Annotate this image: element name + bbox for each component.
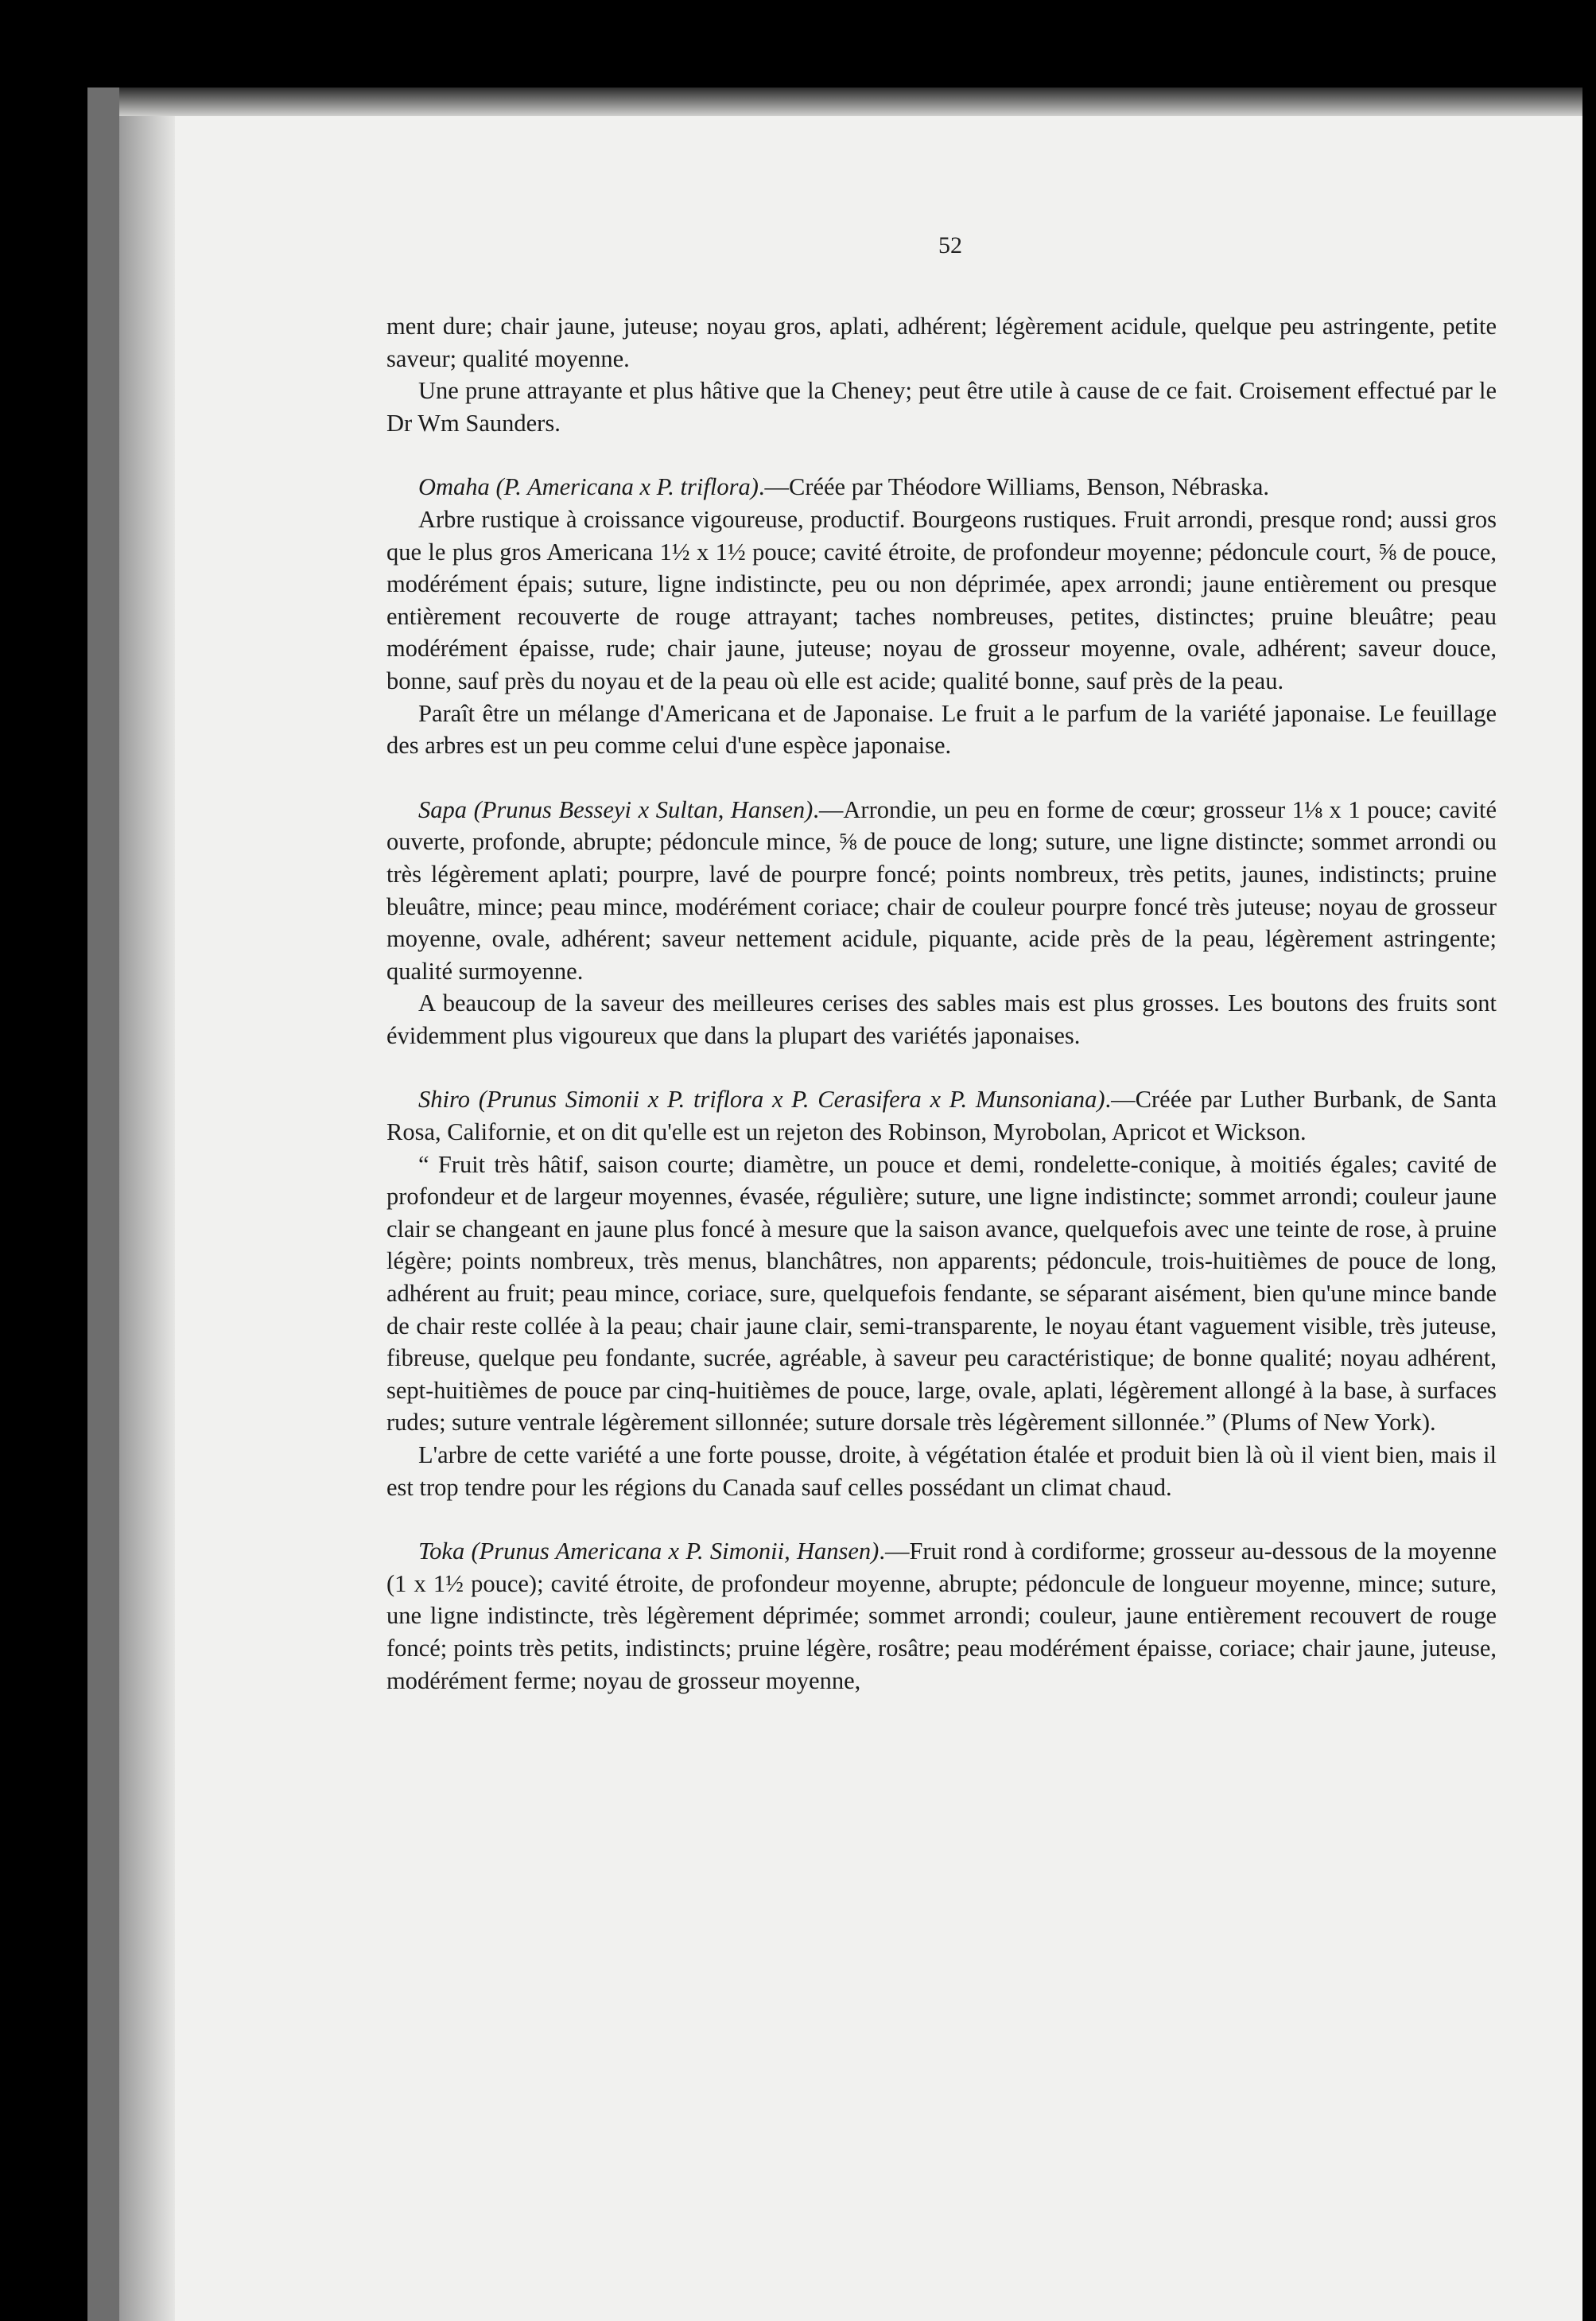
- entry-shiro-notes: L'arbre de cette variété a une forte pousse, droite, à végétation étalée et produit bien là où il vient bien, mais il est trop tendre pour les régions du Canada sauf celles possédant un climat chaud.: [386, 1441, 1497, 1501]
- page-top-edge: [119, 87, 1582, 116]
- book-page: [87, 87, 1582, 2321]
- entry-toka: [386, 1535, 1497, 1697]
- paragraph-continuation: ment dure; chair jaune, juteuse; noyau gros, aplati, adhérent; légèrement acidule, quelque peu astringente, petite saveur; qualité moyenne.: [386, 313, 1497, 372]
- variety-name: Shiro: [418, 1086, 470, 1114]
- page-number: 52: [938, 232, 962, 259]
- entry-omaha-notes: Paraît être un mélange d'Americana et de Japonaise. Le fruit a le parfum de la variété japonaise. Le feuillage des arbres est un peu comme celui d'une espèce japonaise.: [386, 699, 1497, 760]
- variety-name: Omaha: [418, 473, 490, 501]
- entry-shiro-quote: “ Fruit très hâtif, saison courte; diamètre, un pouce et demi, rondelette-conique, à moitiés égales; cavité de profondeur et de largeur moyennes, évasée, régulière; suture, une ligne indistincte; sommet arrondi; couleur jaune clair se changeant en jaune plus foncé à mesure que la saison avance, quelquefois avec une teinte de rose, à pruine légère; points nombreux, très menus, blanchâtres, non apparents; pédoncule, trois-huitièmes de pouce de long, adhérent au fruit; peau mince, coriace, sure, quelquefois fendante, se séparant aisément, bien qu'une mince bande de chair reste collée à la peau; chair jaune clair, semi-transparente, le noyau étant vaguement visible, très juteuse, fibreuse, quelque peu fondante, sucrée, agréable, à saveur peu caractéristique; de bonne qualité; noyau adhérent, sept-huitièmes de pouce par cinq-huitièmes de pouce, large, ovale, aplati, légèrement allongé à la base, à surfaces rudes; suture ventrale légèrement sillonnée; suture dorsale très légèrement sillonnée.” (Plums of New York).: [386, 1150, 1497, 1437]
- body-text: [386, 310, 1497, 1697]
- variety-name: Sapa: [418, 795, 467, 823]
- entry-omaha-heading: [386, 471, 1497, 503]
- page-gutter-shadow: [119, 87, 175, 2321]
- entry-sapa-notes: A beaucoup de la saveur des meilleures cerises des sables mais est plus grosses. Les boutons des fruits sont évidemment plus vigoureux que dans la plupart des variétés japonaises.: [386, 989, 1497, 1049]
- variety-parentage: (Prunus Americana x P. Simonii, Hansen): [471, 1538, 880, 1565]
- entry-omaha-description: Arbre rustique à croissance vigoureuse, productif. Bourgeons rustiques. Fruit arrondi, presque rond; aussi gros que le plus gros Americana 1½ x 1½ pouce; cavité étroite, de profondeur moyenne; pédoncule court, ⅝ de pouce, modérément épais; suture, ligne indistincte, peu ou non déprimée, apex arrondi; jaune entièrement ou presque entièrement recouverte de rouge attrayant; taches nombreuses, petites, distinctes; pruine bleuâtre; peau modérément épaisse, rude; chair jaune, juteuse; noyau de grosseur moyenne, ovale, adhérent; saveur douce, bonne, sauf près du noyau et de la peau où elle est acide; qualité bonne, sauf près de la peau.: [386, 505, 1497, 694]
- variety-name: Toka: [418, 1538, 465, 1565]
- variety-description: .—Fruit rond à cordiforme; grosseur au-dessous de la moyenne (1 x 1½ pouce); cavité étroite, de profondeur moyenne, abrupte; pédoncule de longueur moyenne, mince; suture, une ligne indistincte, très légèrement déprimée; sommet arrondi; couleur, jaune entièrement recouvert de rouge foncé; points très petits, indistincts; pruine légère, rosâtre; peau modérément épaisse, coriace; chair jaune, juteuse, modérément ferme; noyau de grosseur moyenne,: [386, 1538, 1497, 1694]
- variety-parentage: (Prunus Simonii x P. triflora x P. Cerasifera x P. Munsoniana): [478, 1086, 1105, 1114]
- variety-description: .—Arrondie, un peu en forme de cœur; grosseur 1⅛ x 1 pouce; cavité ouverte, profonde, abrupte; pédoncule mince, ⅝ de pouce de long; suture, une ligne distincte; sommet arrondi ou très légèrement aplati; pourpre, lavé de pourpre foncé; points nombreux, très petits, jaunes, indistincts; pruine bleuâtre, mince; peau mince, modérément coriace; chair de couleur pourpre foncé très juteuse; noyau de grosseur moyenne, ovale, adhérent; saveur nettement acidule, piquante, acide près de la peau, légèrement astringente; qualité surmoyenne.: [386, 795, 1497, 985]
- variety-origin: .—Créée par Luther Burbank, de Santa Rosa, Californie, et on dit qu'elle est un rejeton des Robinson, Myrobolan, Apricot et Wickson.: [386, 1086, 1497, 1146]
- variety-origin: .—Créée par Théodore Williams, Benson, Nébraska.: [758, 473, 1270, 501]
- entry-shiro-heading: [386, 1083, 1497, 1148]
- entry-sapa: [386, 794, 1497, 988]
- paragraph-cheney-note: Une prune attrayante et plus hâtive que la Cheney; peut être utile à cause de ce fait. Croisement effectué par le Dr Wm Saunders.: [386, 377, 1497, 437]
- variety-parentage: (P. Americana x P. triflora): [495, 473, 759, 501]
- variety-parentage: (Prunus Besseyi x Sultan, Hansen): [473, 795, 814, 823]
